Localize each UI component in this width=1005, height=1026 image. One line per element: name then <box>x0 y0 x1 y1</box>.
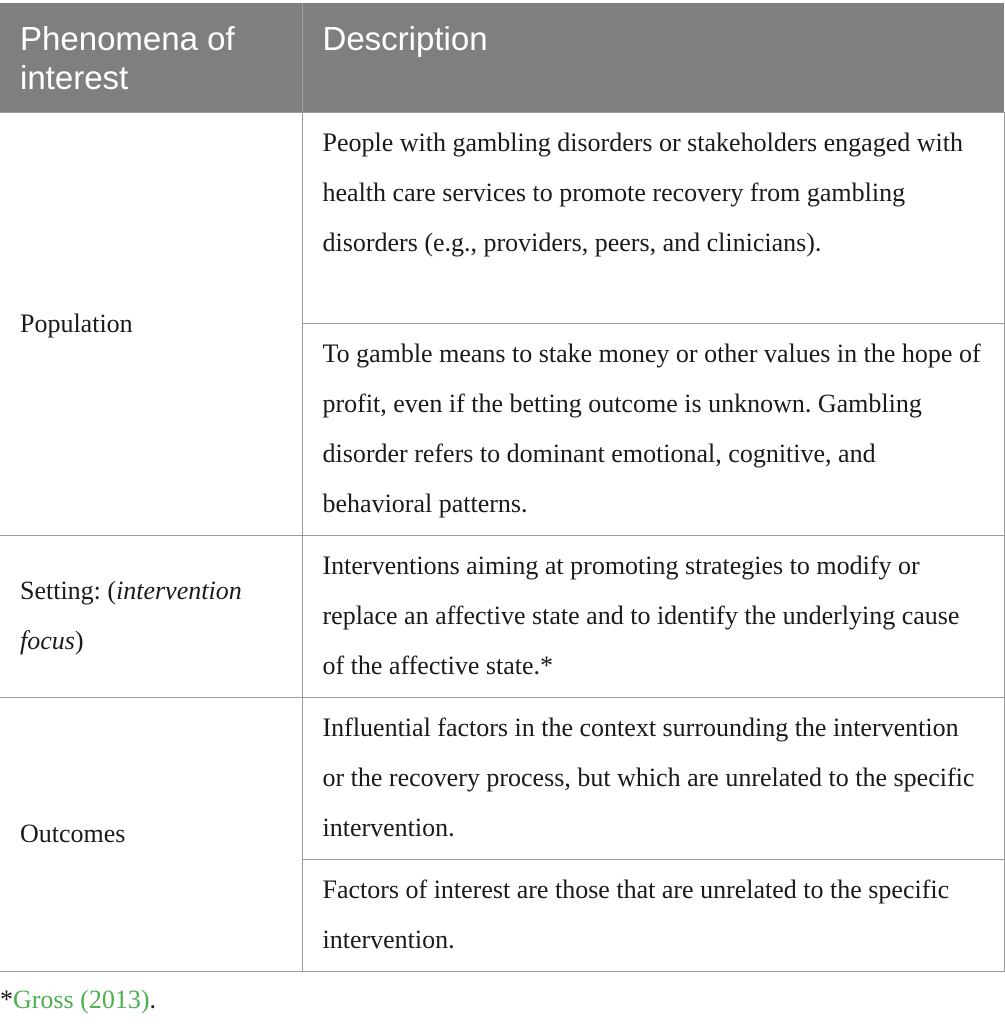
table-row <box>0 536 1004 698</box>
footnote-reference-link[interactable]: Gross (2013) <box>13 985 150 1014</box>
setting-description: Interventions aiming at promoting strategies to modify or replace an affective state and to identify the underlying cause of the affective state.* <box>302 536 1004 698</box>
setting-label-prefix: Setting: ( <box>20 576 117 605</box>
row-label-population: Population <box>0 113 302 536</box>
phenomena-table <box>0 3 1005 972</box>
table-header-row <box>0 3 1004 113</box>
row-label-setting <box>0 536 302 698</box>
setting-label-suffix: ) <box>74 626 84 655</box>
outcomes-description-2: Factors of interest are those that are unrelated to the specific intervention. <box>302 860 1004 972</box>
table-row <box>0 113 1004 324</box>
table-footnote <box>0 983 156 1017</box>
table-row <box>0 698 1004 860</box>
footnote-suffix: . <box>149 985 156 1014</box>
header-phenomena: Phenomena of interest <box>0 3 302 113</box>
header-description: Description <box>302 3 1004 113</box>
row-label-outcomes: Outcomes <box>0 698 302 972</box>
outcomes-description-1: Influential factors in the context surrounding the intervention or the recovery process, but which are unrelated to the specific intervention. <box>302 698 1004 860</box>
population-description-2: To gamble means to stake money or other values in the hope of profit, even if the betting outcome is unknown. Gambling disorder refers to dominant emotional, cognitive, and behavioral patterns. <box>302 324 1004 536</box>
population-description-1: People with gambling disorders or stakeholders engaged with health care services to promote recovery from gambling disorders (e.g., providers, peers, and clinicians). <box>302 113 1004 324</box>
setting-label-italic: intervention focus <box>20 576 242 655</box>
footnote-marker: * <box>0 985 13 1014</box>
